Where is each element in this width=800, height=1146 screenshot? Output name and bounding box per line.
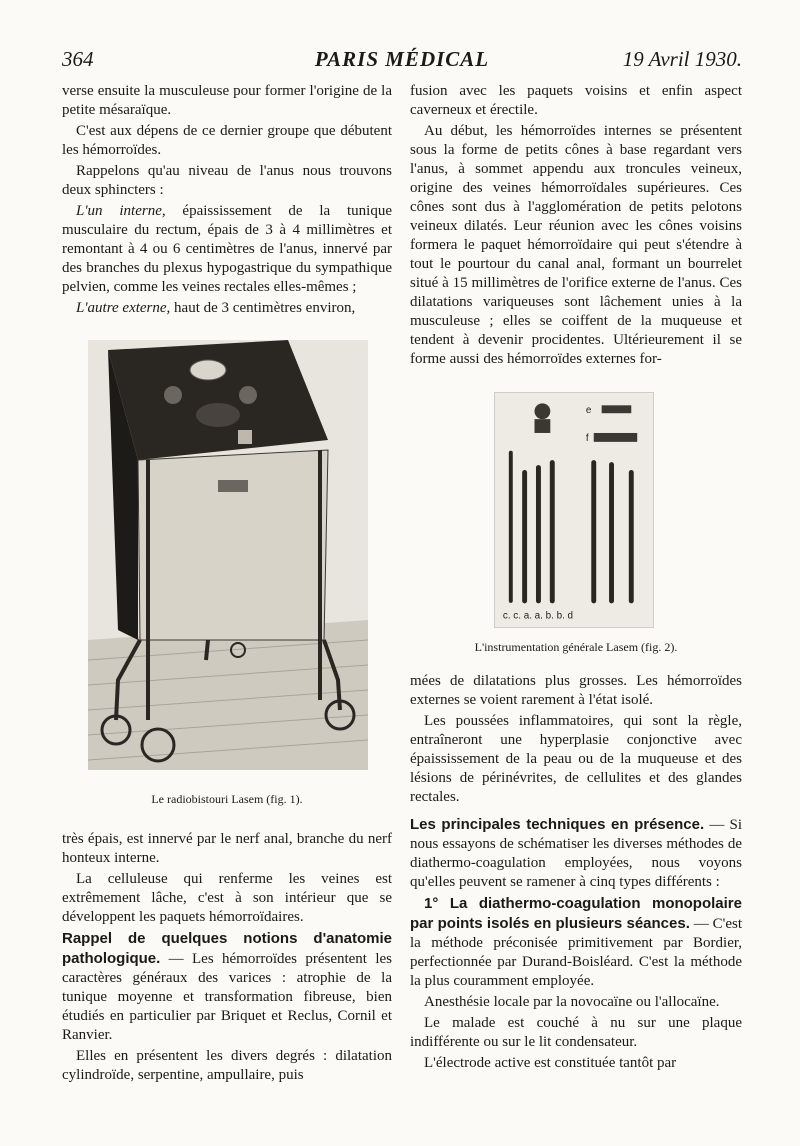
instrumentation-figure bbox=[494, 392, 654, 628]
figure-2-caption: L'instrumentation générale Lasem (fig. 2). bbox=[474, 640, 678, 654]
paragraph: mées de dilatations plus grosses. Les hémorroïdes externes se voient rarement à l'état isolé. bbox=[410, 673, 742, 708]
emphasis: L'un interne, bbox=[76, 203, 166, 219]
right-column-top bbox=[410, 82, 742, 371]
left-column-bottom bbox=[62, 830, 392, 1087]
paragraph-text: — C'est la méthode préconisée primitivement par Bordier, perfectionnée par Durand-Boisléard. C'est la méthode la plus couramment employée. bbox=[410, 916, 743, 989]
paragraph-text: épaississement de la tunique musculaire du rectum, épais de 3 à 4 millimètres et remontant à 4 ou 6 centimètres de l'anus, innervé par des branches du plexus hypogastrique du sympathique pelvien, comme les veines rectales elles-mêmes ; bbox=[62, 203, 392, 295]
emphasis: L'autre externe, bbox=[76, 300, 171, 316]
section-heading: Les principales techniques en présence. bbox=[410, 816, 705, 833]
paragraph: Les poussées inflammatoires, qui sont la règle, entraîneront une hyperplasie conjonctive avec épaississement de la peau ou de la muqueuse et des lésions de périnévrites, de cellulites et des glandes rectales. bbox=[410, 713, 742, 805]
paragraph: verse ensuite la musculeuse pour former l'origine de la petite mésaraïque. bbox=[62, 83, 392, 118]
instrument-labels: c. c. a. a. b. b. d bbox=[502, 610, 574, 622]
paragraph: Rappelons qu'au niveau de l'anus nous trouvons deux sphincters : bbox=[62, 163, 392, 198]
paragraph: Le malade est couché à nu sur une plaque indifférente ou sur le lit condensateur. bbox=[410, 1015, 742, 1050]
paragraph: La celluleuse qui renferme les veines est extrêmement lâche, c'est à son intérieur que se développent les paquets hémorroïdaires. bbox=[62, 871, 392, 925]
paragraph: très épais, est innervé par le nerf anal, branche du nerf honteux interne. bbox=[62, 831, 392, 866]
paragraph: Au début, les hémorroïdes internes se présentent sous la forme de petits cônes à base regardant vers l'anus, à sommet appendu aux troncules veineux, origine des veines hémorroïdales supérieures. Ces cônes sont dus à l'agglomération de petits pelotons veineux dilatés. Leur réunion avec les cônes voisins formera le paquet hémorroïdaire qui peut s'étendre à tout le pourtour du canal anal, formant un bourrelet situé à 15 millimètres de l'orifice externe de l'anus. Ces dilatations variqueuses sont lâchement unies à la musculeuse ; elles se coiffent de la muqueuse et tendent à devenir procidentes. Ultérieurement il se forme aussi des hémorroïdes externes for- bbox=[410, 123, 742, 367]
page-header bbox=[62, 44, 742, 74]
journal-title: PARIS MÉDICAL bbox=[314, 47, 490, 71]
left-column-top bbox=[62, 82, 392, 320]
right-column-bottom bbox=[410, 672, 742, 1075]
radiobistouri-figure bbox=[88, 340, 368, 770]
subsection-heading: La diathermo-coagulation monopolaire par points isolés en plusieurs séances. bbox=[410, 895, 742, 932]
paragraph-text: — Les hémorroïdes présentent les caractères généraux des varices : atrophie de la tunique moyenne et transformation fibreuse, bien étudiés en particulier par Briquet et Reclus, Cornil et Ranvier. bbox=[62, 951, 392, 1043]
paragraph bbox=[410, 894, 742, 991]
label-f: f bbox=[585, 432, 589, 444]
label-e: e bbox=[585, 405, 592, 417]
paragraph: Elles en présentent les divers degrés : dilatation cylindroïde, serpentine, ampullaire, puis bbox=[62, 1048, 392, 1083]
paragraph bbox=[62, 202, 392, 297]
section-heading: Rappel de quelques notions d'anatomie pathologique. bbox=[62, 930, 392, 967]
paragraph-text: haut de 3 centimètres environ, bbox=[170, 300, 356, 316]
figure-1-caption: Le radiobistouri Lasem (fig. 1). bbox=[151, 792, 303, 806]
page-number: 364 bbox=[62, 47, 94, 71]
paragraph: Anesthésie locale par la novocaïne ou l'allocaïne. bbox=[424, 994, 720, 1010]
paragraph-text: — Si nous essayons de schématiser les diverses méthodes de diathermo-coagulation employées, nous voyons qu'elles peuvent se ramener à cinq types différents : bbox=[410, 817, 742, 890]
subsection-number: 1° bbox=[424, 895, 450, 912]
paragraph: C'est aux dépens de ce dernier groupe que débutent les hémorroïdes. bbox=[62, 123, 392, 158]
paragraph: L'électrode active est constituée tantôt par bbox=[424, 1055, 677, 1071]
issue-date: 19 Avril 1930. bbox=[622, 47, 742, 71]
paragraph: fusion avec les paquets voisins et enfin aspect caverneux et érectile. bbox=[410, 83, 742, 118]
paragraph bbox=[62, 299, 392, 318]
